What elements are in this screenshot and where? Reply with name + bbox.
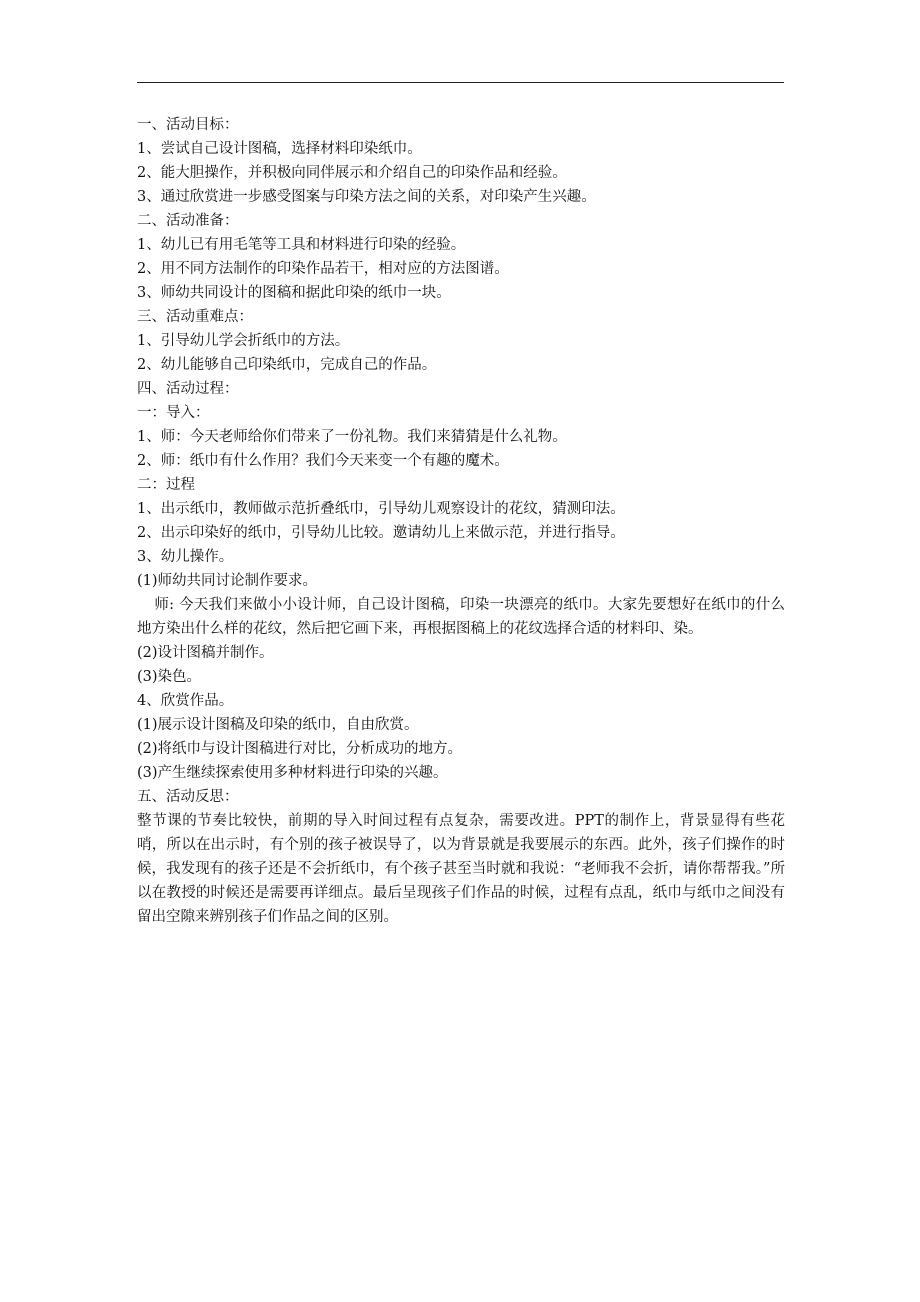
preparation-item: 2、用不同方法制作的印染作品若干，相对应的方法图谱。 bbox=[137, 261, 509, 277]
process-item: 1、师：今天老师给你们带来了一份礼物。我们来猜猜是什么礼物。 bbox=[137, 429, 567, 445]
section-heading-key-points: 三、活动重难点： bbox=[137, 309, 253, 325]
goal-item: 1、尝试自己设计图稿，选择材料印染纸巾。 bbox=[137, 141, 422, 157]
process-subitem: (3)产生继续探索使用多种材料进行印染的兴趣。 bbox=[137, 765, 448, 781]
subsection-heading-intro: 一：导入： bbox=[137, 405, 210, 421]
key-point-item: 1、引导幼儿学会折纸巾的方法。 bbox=[137, 333, 350, 349]
process-item: 2、师：纸巾有什么作用？我们今天来变一个有趣的魔术。 bbox=[137, 453, 509, 469]
section-heading-preparation: 二、活动准备： bbox=[137, 213, 239, 229]
document-body bbox=[137, 113, 785, 929]
reflection-paragraph: 整节课的节奏比较快，前期的导入时间过程有点复杂，需要改进。PPT的制作上，背景显得有些花哨，所以在出示时，有个别的孩子被误导了，以为背景就是我要展示的东西。此外，孩子们操作的时候，我发现有的孩子还是不会折纸巾，有个孩子甚至当时就和我说：“老师我不会折，请你帮帮我。”所以在教授的时候还是需要再详细点。最后呈现孩子们作品的时候，过程有点乱，纸巾与纸巾之间没有留出空隙来辨别孩子们作品之间的区别。 bbox=[137, 813, 785, 925]
goal-item: 2、能大胆操作，并积极向同伴展示和介绍自己的印染作品和经验。 bbox=[137, 165, 567, 181]
subsection-heading-process: 二：过程 bbox=[137, 477, 195, 493]
preparation-item: 3、师幼共同设计的图稿和据此印染的纸巾一块。 bbox=[137, 285, 451, 301]
process-item: 2、出示印染好的纸巾，引导幼儿比较。邀请幼儿上来做示范，并进行指导。 bbox=[137, 525, 625, 541]
process-subitem: (1)展示设计图稿及印染的纸巾，自由欣赏。 bbox=[137, 717, 419, 733]
process-subitem: (2)将纸巾与设计图稿进行对比，分析成功的地方。 bbox=[137, 741, 463, 757]
section-heading-process: 四、活动过程： bbox=[137, 381, 239, 397]
section-heading-goals: 一、活动目标： bbox=[137, 117, 239, 133]
process-subitem: (2)设计图稿并制作。 bbox=[137, 645, 274, 661]
goal-item: 3、通过欣赏进一步感受图案与印染方法之间的关系，对印染产生兴趣。 bbox=[137, 189, 596, 205]
process-item: 1、出示纸巾，教师做示范折叠纸巾，引导幼儿观察设计的花纹，猜测印法。 bbox=[137, 501, 625, 517]
process-subitem: (1)师幼共同讨论制作要求。 bbox=[137, 573, 318, 589]
header-rule bbox=[137, 82, 784, 83]
process-item: 4、欣赏作品。 bbox=[137, 693, 234, 709]
process-item: 3、幼儿操作。 bbox=[137, 549, 234, 565]
preparation-item: 1、幼儿已有用毛笔等工具和材料进行印染的经验。 bbox=[137, 237, 466, 253]
process-subitem: (3)染色。 bbox=[137, 669, 202, 685]
key-point-item: 2、幼儿能够自己印染纸巾，完成自己的作品。 bbox=[137, 357, 437, 373]
teacher-instruction-paragraph: 师: 今天我们来做小小设计师，自己设计图稿，印染一块漂亮的纸巾。大家先要想好在纸巾的什么地方染出什么样的花纹，然后把它画下来，再根据图稿上的花纹选择合适的材料印、染。 bbox=[137, 597, 785, 637]
section-heading-reflection: 五、活动反思： bbox=[137, 789, 239, 805]
